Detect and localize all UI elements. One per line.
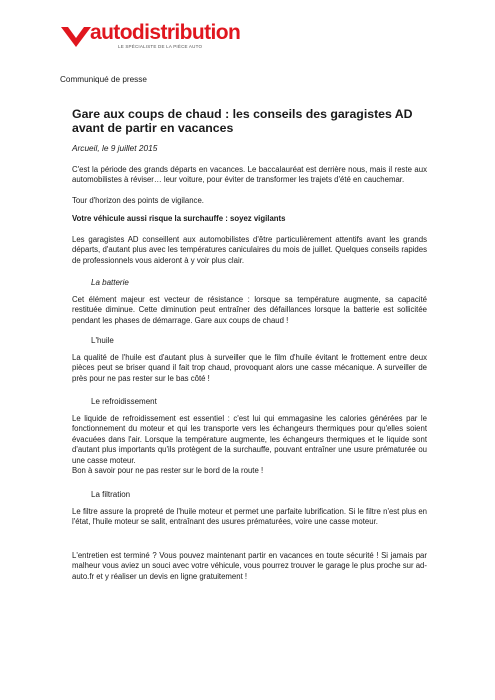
logo-tagline: LE SPÉCIALISTE DE LA PIÈCE AUTO [118, 44, 203, 49]
section-text-cooling-tip: Bon à savoir pour ne pas rester sur le bord de la route ! [72, 466, 264, 475]
document-title: Gare aux coups de chaud : les conseils des garagistes AD avant de partir en vacances [72, 107, 413, 135]
section-heading-cooling: Le refroidissement [91, 397, 157, 406]
logo-wordmark: autodistribution [90, 21, 241, 44]
section-heading-filtration: La filtration [91, 490, 131, 499]
press-release-label: Communiqué de presse [60, 75, 147, 84]
lead-paragraph: Les garagistes AD conseillent aux automobilistes d'être particulièrement attentifs avant les grands départs, d'autant plus avec les températures caniculaires du mois de juillet. Quelques conseils rapides de professionnels vous aideront à y voir plus clair. [72, 235, 427, 265]
closing-paragraph: L'entretien est terminé ? Vous pouvez maintenant partir en vacances en toute sécurité ! Si jamais par malheur vous aviez un souci avec votre véhicule, vous pourrez trouver le garage le plus proche sur ad-auto.fr et y réaliser un devis en ligne gratuitement ! [72, 551, 427, 581]
section-heading-oil: L'huile [91, 336, 114, 345]
section-heading-battery: La batterie [91, 278, 129, 287]
document-date: Arcueil, le 9 juillet 2015 [72, 143, 158, 153]
section-subheading: Votre véhicule aussi risque la surchauffe : soyez vigilants [72, 214, 286, 223]
intro-line: Tour d'horizon des points de vigilance. [72, 196, 204, 205]
section-text-cooling: Le liquide de refroidissement est essentiel : c'est lui qui emmagasine les calories générées par le fonctionnement du moteur et qui les transporte vers les échangeurs thermiques pour qu'elles soient évacuées dans l'air. Lorsque la température augmente, les échangeurs thermiques et le liquide sont d'autant plus importants qu'ils protègent de la surchauffe, pouvant entraîner une usure prématurée ou une casse moteur. [72, 414, 427, 465]
section-text-filtration: Le filtre assure la propreté de l'huile moteur et permet une parfaite lubrification. Si le filtre n'est plus en l'état, l'huile moteur se salit, entraînant des usures prématurées, voire une casse moteur. [72, 507, 427, 527]
brand-logo [60, 22, 240, 52]
intro-paragraph: C'est la période des grands départs en vacances. Le baccalauréat est derrière nous, mais il reste aux automobilistes à réviser… leur voiture, pour éviter de transformer les trajets d'été en cauchemar. [72, 165, 427, 185]
section-text-oil: La qualité de l'huile est d'autant plus à surveiller que le film d'huile évitant le frottement entre deux pièces peut se briser quand il fait trop chaud, provoquant alors une casse mécanique. A surveiller de près pour ne pas rester sur le bas côté ! [72, 353, 427, 383]
section-text-battery: Cet élément majeur est vecteur de résistance : lorsque sa température augmente, sa capacité restituée diminue. Cette diminution peut entraîner des défaillances lorsque la batterie est sollicitée pendant les phases de démarrage. Gare aux coups de chaud ! [72, 295, 427, 325]
logo-triangle-icon [60, 26, 92, 48]
